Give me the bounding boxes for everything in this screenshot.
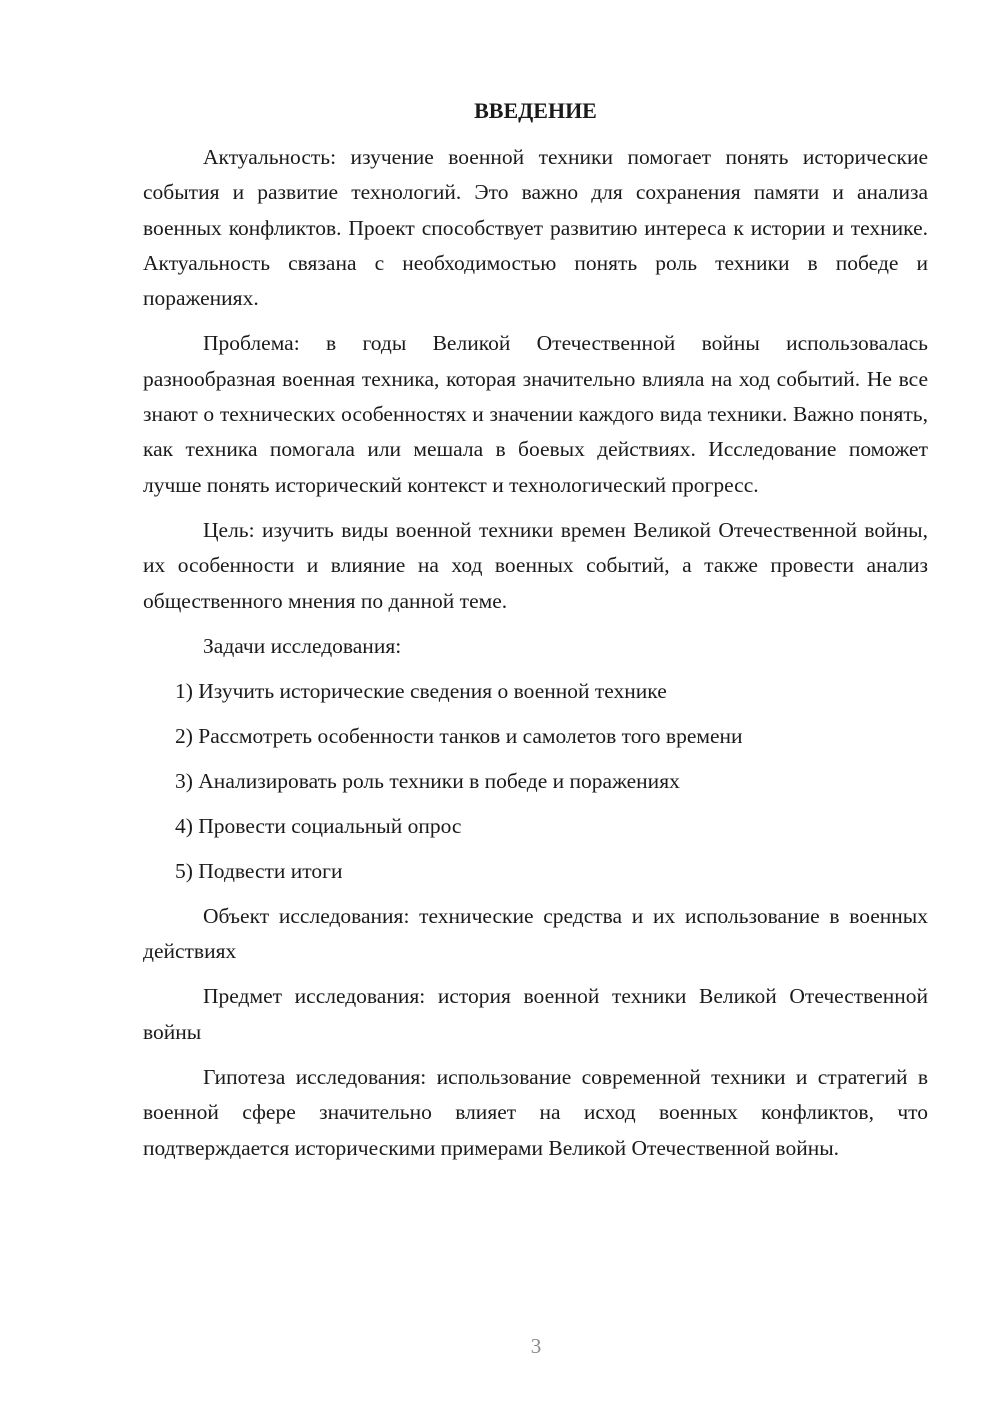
tasks-heading: Задачи исследования: bbox=[203, 633, 402, 658]
document-page bbox=[143, 96, 928, 1176]
object-paragraph: Объект исследования: технические средства и их использование в военных действиях bbox=[143, 903, 928, 964]
task-item: 5) Подвести итоги bbox=[175, 858, 343, 883]
task-item: 2) Рассмотреть особенности танков и самолетов того времени bbox=[175, 723, 743, 748]
task-item: 1) Изучить исторические сведения о военной технике bbox=[175, 678, 667, 703]
hypothesis-paragraph: Гипотеза исследования: использование современной техники и стратегий в военной сфере значительно влияет на исход военных конфликтов, что подтверждается историческими примерами Великой Отечественной войны. bbox=[143, 1065, 928, 1160]
task-item: 3) Анализировать роль техники в победе и поражениях bbox=[175, 768, 680, 793]
goal-paragraph: Цель: изучить виды военной техники времен Великой Отечественной войны, их особенности и влияние на ход военных событий, а также провести анализ общественного мнения по данной теме. bbox=[143, 517, 928, 613]
subject-paragraph: Предмет исследования: история военной техники Великой Отечественной войны bbox=[143, 984, 928, 1044]
relevance-paragraph: Актуальность: изучение военной техники помогает понять исторические события и развитие технологий. Это важно для сохранения памяти и анализа военных конфликтов. Проект способствует развитию интереса к истории и технике. Актуальность связана с необходимостью понять роль техники в победе и поражениях. bbox=[143, 145, 928, 311]
task-item: 4) Провести социальный опрос bbox=[175, 813, 462, 838]
problem-paragraph: Проблема: в годы Великой Отечественной войны использовалась разнообразная военная техника, которая значительно влияла на ход событий. Не все знают о технических особенностях и значении каждого вида техники. Важно понять, как техника помогала или мешала в боевых действиях. Исследование поможет лучше понять исторический контекст и технологический прогресс. bbox=[143, 331, 928, 497]
task-list bbox=[143, 674, 928, 889]
page-number: 3 bbox=[530, 1334, 542, 1358]
page-title: ВВЕДЕНИЕ bbox=[474, 98, 597, 123]
